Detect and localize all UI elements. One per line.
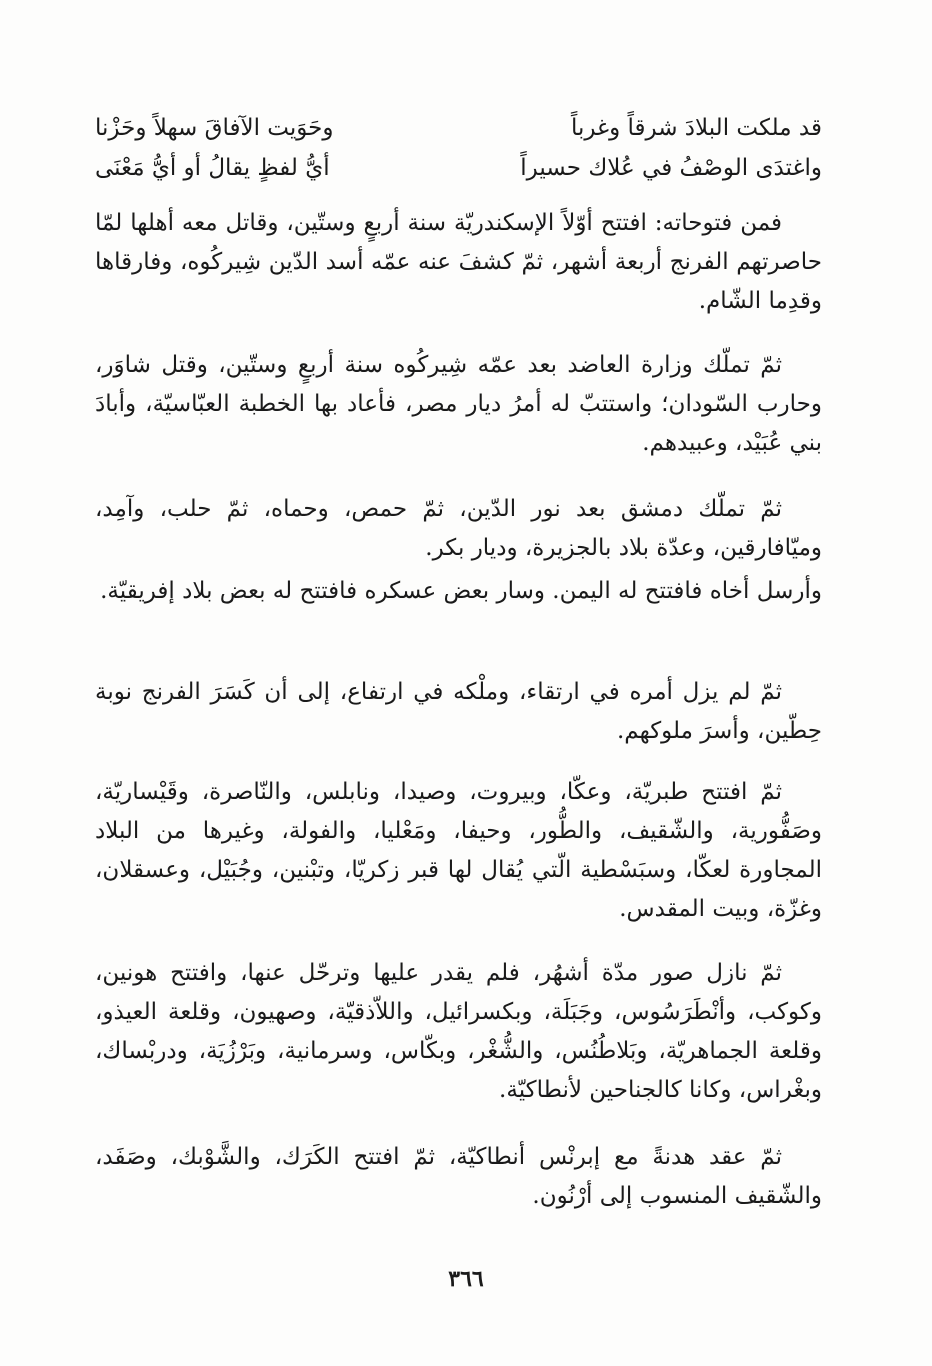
verse-hemistich: قد ملكت البلادَ شرقاً وغرباً (570, 115, 822, 141)
page-number: ٣٦٦ (448, 1266, 484, 1292)
paragraph: ثمّ عقد هدنةً مع إبرنْس أنطاكيّة، ثمّ افتتح الكَرَك، والشَّوْبك، وصَفَد، والشّقيف المنسوب إلى أرْنُون. (95, 1144, 822, 1209)
paragraph-vizierate (95, 346, 822, 463)
verse-hemistich: واغتدَى الوصْفُ في عُلاك حسيراً (520, 155, 822, 181)
paragraph: وأرسل أخاه فافتتح له اليمن. وسار بعض عسكره فافتتح له بعض بلاد إفريقيّة. (100, 578, 822, 604)
paragraph: ثمّ تملّك دمشق بعد نور الدّين، ثمّ حمص، وحماه، ثمّ حلب، وآمِد، وميّافارقين، وعدّة بلاد بالجزيرة، وديار بكر. (95, 496, 822, 561)
paragraph-tyre (95, 954, 822, 1110)
verse-hemistich: وحَوَيت الآفاقَ سهلاً وحَزْنا (95, 115, 334, 141)
verse-line-2 (95, 148, 822, 188)
poem-verse (95, 108, 822, 188)
paragraph: ثمّ افتتح طبريّة، وعكّا، وبيروت، وصيدا، ونابلس، والنّاصرة، وقَيْساريّة، وصَفُّورية، والشّقيف، والطُّور، وحيفا، ومَعْليا، والفولة، وغيرها من البلاد المجاورة لعكّا، وسبَسْطية الّتي يُقال لها قبر زكريّا، وتبْنين، وجُبَيْل، وعسقلان، وغزّة، وبيت المقدس. (95, 779, 822, 922)
verse-line-1 (95, 108, 822, 148)
paragraph-hattin (95, 673, 822, 751)
paragraph: ثمّ نازل صور مدّة أشهُر، فلم يقدر عليها وترحّل عنها، وافتتح هونين، وكوكب، وأنْطَرَسُوس، وجَبَلَة، وبكسرائيل، واللاّذقيّة، وصهيون، وقلعة العيذو، وقلعة الجماهريّة، وبَلاطُنُس، والشُّغْر، وبكّاس، وسرمانية، وبَرْزُيَة، ودربْساك، وبغْراس، وكانا كالجناحين لأنطاكيّة. (95, 960, 822, 1103)
paragraph-yemen (95, 572, 822, 611)
paragraph-truce (95, 1138, 822, 1216)
paragraph-tiberias (95, 773, 822, 929)
paragraph: فمن فتوحاته: افتتح أوّلاً الإسكندريّة سنة أربعٍ وستّين، وقاتل معه أهلها لمّا حاصرتهم الفرنج أربعة أشهر، ثمّ كشفَ عنه عمّه أسد الدّين شِيركُوه، وفارقاها وقدِما الشّام. (95, 210, 822, 314)
verse-hemistich: أيُّ لفظٍ يقالُ أو أيُّ مَعْنَى (95, 155, 330, 181)
paragraph-conquests-intro (95, 204, 822, 321)
paragraph: ثمّ لم يزل أمره في ارتقاء، وملْكه في ارتفاع، إلى أن كَسَرَ الفرنج نوبة حِطّين، وأسرَ ملوكهم. (95, 679, 822, 744)
paragraph: ثمّ تملّك وزارة العاضد بعد عمّه شِيركُوه سنة أربعٍ وستّين، وقتل شاوَر، وحارب السّودان؛ واستتبّ له أمرُ ديار مصر، فأعاد بها الخطبة العبّاسيّة، وأبادَ بني عُبَيْد، وعبيدهم. (95, 352, 822, 456)
paragraph-damascus (95, 490, 822, 568)
